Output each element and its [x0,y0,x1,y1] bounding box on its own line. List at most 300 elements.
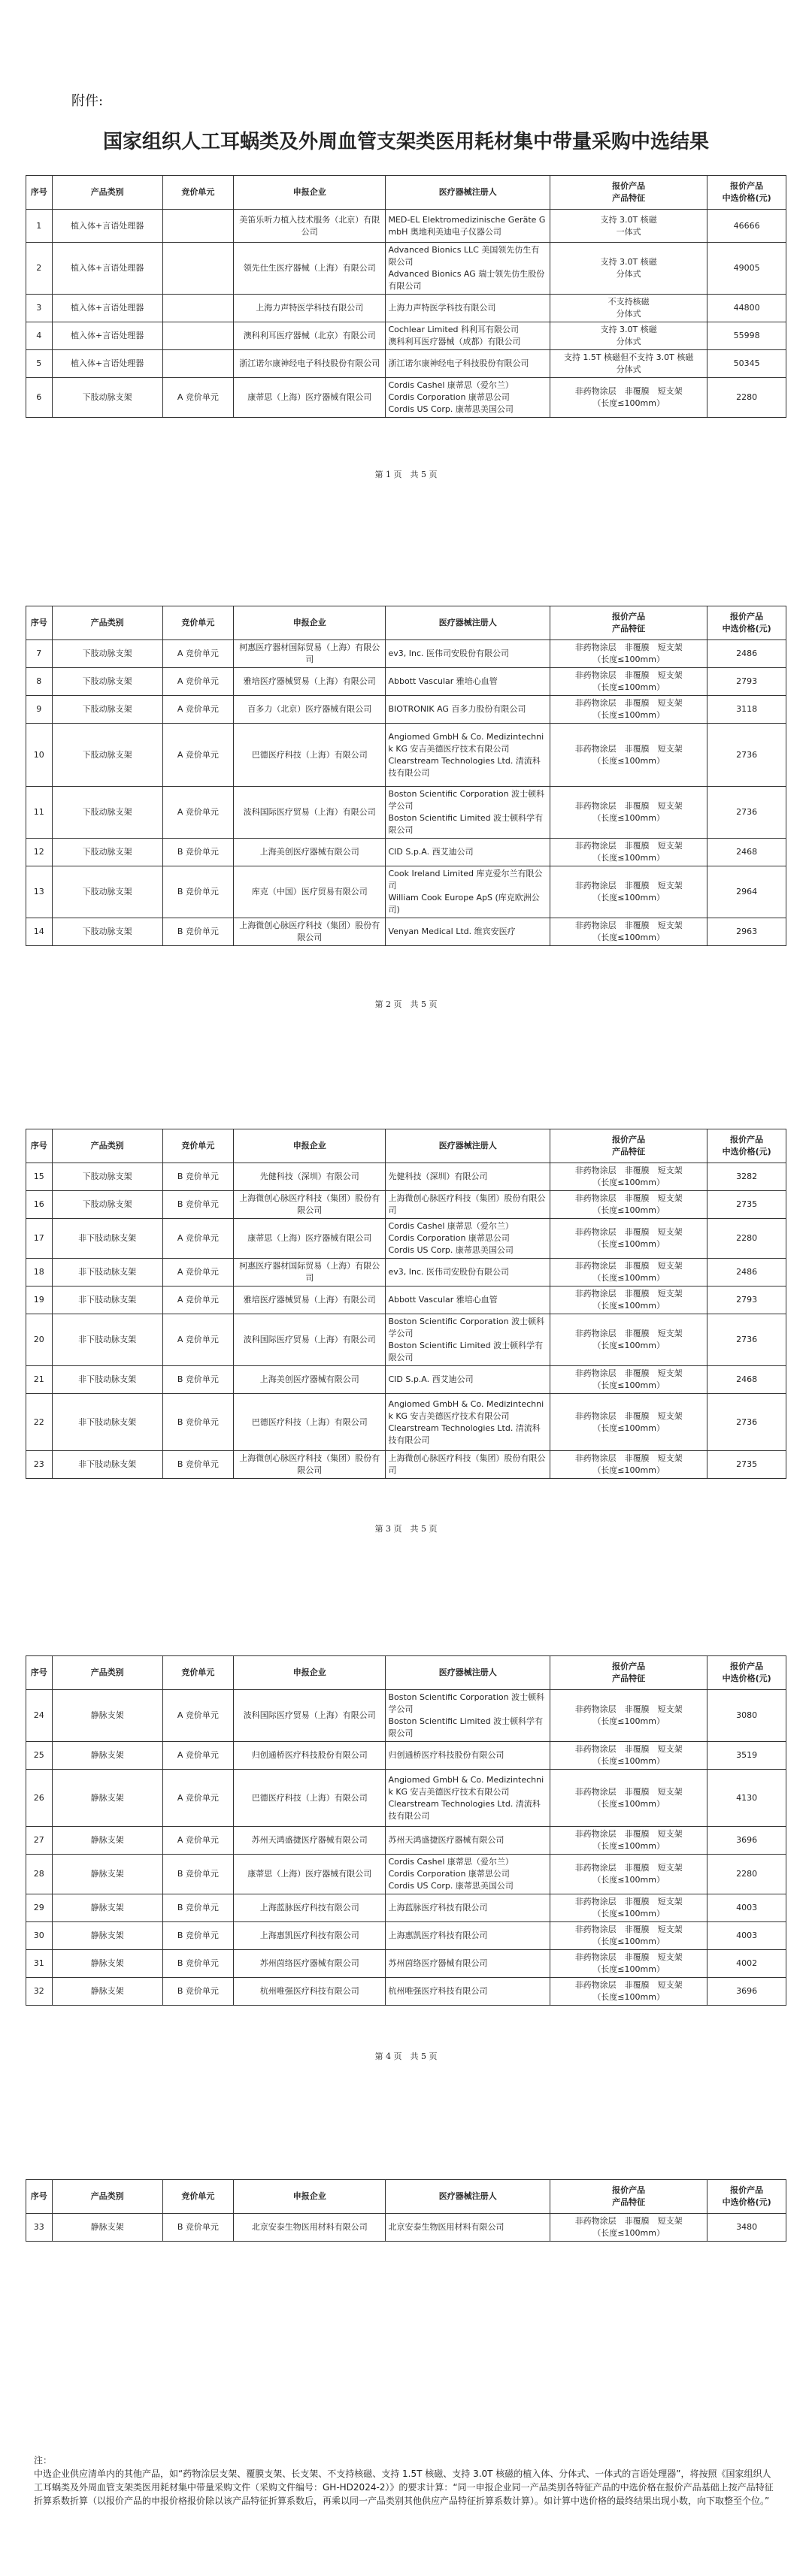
applicant-company: 上海微创心脉医疗科技（集团）股份有限公司 [234,1451,386,1479]
row-number: 1 [26,210,53,243]
row-number: 2 [26,243,53,295]
row-number: 3 [26,295,53,322]
applicant-company: 上海美创医疗器械有限公司 [234,839,386,866]
product-feature: 非药物涂层 非覆膜 短支架 （长度≤100mm） [550,1894,707,1922]
applicant-company: 上海力声特医学科技有限公司 [234,295,386,322]
column-header: 报价产品 中选价格(元) [707,1129,786,1163]
table-row [26,787,786,839]
applicant-company: 康蒂思（上海）医疗器械有限公司 [234,378,386,418]
device-registrant: 上海惠凯医疗科技有限公司 [386,1922,550,1950]
row-number: 26 [26,1770,53,1827]
product-category: 非下肢动脉支架 [52,1366,162,1394]
column-header: 报价产品 产品特征 [550,1129,707,1163]
attachment-label: 附件: [71,93,104,109]
product-feature: 非药物涂层 非覆膜 短支架 （长度≤100mm） [550,787,707,839]
row-number: 17 [26,1219,53,1259]
row-number: 24 [26,1690,53,1742]
header-row [26,606,786,640]
product-category: 下肢动脉支架 [52,866,162,918]
winning-price: 2280 [707,1219,786,1259]
device-registrant: 上海微创心脉医疗科技（集团）股份有限公司 [386,1451,550,1479]
device-registrant: 上海力声特医学科技有限公司 [386,295,550,322]
column-header: 竞价单元 [162,606,233,640]
table-row [26,378,786,418]
applicant-company: 巴德医疗科技（上海）有限公司 [234,724,386,787]
table-row [26,1894,786,1922]
device-registrant: 苏州茵络医疗器械有限公司 [386,1950,550,1978]
column-header: 产品类别 [52,606,162,640]
bidding-unit: A 竞价单元 [162,668,233,696]
winning-price: 2793 [707,1286,786,1314]
device-registrant: ev3, Inc. 医伟司安股份有限公司 [386,640,550,668]
winning-price: 3080 [707,1690,786,1742]
table-row [26,1855,786,1894]
table-row [26,839,786,866]
winning-price: 2736 [707,724,786,787]
bidding-unit: A 竞价单元 [162,1219,233,1259]
product-category: 静脉支架 [52,2214,162,2242]
product-feature: 非药物涂层 非覆膜 短支架 （长度≤100mm） [550,866,707,918]
bidding-unit: A 竞价单元 [162,378,233,418]
winning-price: 44800 [707,295,786,322]
column-header: 报价产品 产品特征 [550,176,707,210]
product-feature: 非药物涂层 非覆膜 短支架 （长度≤100mm） [550,1742,707,1770]
column-header: 报价产品 中选价格(元) [707,606,786,640]
product-feature: 非药物涂层 非覆膜 短支架 （长度≤100mm） [550,1690,707,1742]
table-row [26,866,786,918]
winning-price: 2736 [707,1314,786,1366]
column-header: 报价产品 产品特征 [550,2180,707,2214]
row-number: 15 [26,1163,53,1191]
applicant-company: 杭州唯强医疗科技有限公司 [234,1978,386,2006]
bidding-unit: B 竞价单元 [162,866,233,918]
column-header: 序号 [26,2180,53,2214]
winning-price: 2280 [707,1855,786,1894]
column-header: 序号 [26,176,53,210]
table-row [26,1191,786,1219]
product-category: 非下肢动脉支架 [52,1219,162,1259]
product-feature: 非药物涂层 非覆膜 短支架 （长度≤100mm） [550,1394,707,1451]
row-number: 16 [26,1191,53,1219]
applicant-company: 美笛乐听力植入技术服务（北京）有限公司 [234,210,386,243]
product-category: 静脉支架 [52,1978,162,2006]
winning-price: 3696 [707,1978,786,2006]
table-row [26,918,786,946]
column-header: 医疗器械注册人 [386,606,550,640]
table-row [26,1770,786,1827]
column-header: 报价产品 产品特征 [550,1656,707,1690]
table-row [26,1950,786,1978]
column-header: 序号 [26,606,53,640]
winning-price: 2468 [707,839,786,866]
winning-price: 4130 [707,1770,786,1827]
table-row [26,1314,786,1366]
winning-price: 3282 [707,1163,786,1191]
product-category: 下肢动脉支架 [52,668,162,696]
table-row [26,668,786,696]
product-category: 植入体+言语处理器 [52,350,162,378]
bidding-unit: B 竞价单元 [162,1950,233,1978]
row-number: 29 [26,1894,53,1922]
device-registrant: Boston Scientific Corporation 波士顿科学公司 Boston Scientific Limited 波士顿科学有限公司 [386,1314,550,1366]
product-category: 下肢动脉支架 [52,378,162,418]
product-feature: 非药物涂层 非覆膜 短支架 （长度≤100mm） [550,1770,707,1827]
device-registrant: Cordis Cashel 康蒂思（爱尔兰） Cordis Corporation 康蒂思公司 Cordis US Corp. 康蒂思美国公司 [386,1855,550,1894]
winning-price: 2963 [707,918,786,946]
header-row [26,2180,786,2214]
footnote [34,2454,778,2508]
applicant-company: 先健科技（深圳）有限公司 [234,1163,386,1191]
product-feature: 不支持核磁 分体式 [550,295,707,322]
header-row [26,1656,786,1690]
bidding-unit: A 竞价单元 [162,787,233,839]
bidding-unit: B 竞价单元 [162,1894,233,1922]
row-number: 33 [26,2214,53,2242]
product-feature: 非药物涂层 非覆膜 短支架 （长度≤100mm） [550,1950,707,1978]
product-category: 植入体+言语处理器 [52,243,162,295]
applicant-company: 柯惠医疗器材国际贸易（上海）有限公司 [234,640,386,668]
row-number: 13 [26,866,53,918]
device-registrant: 北京安泰生物医用材料有限公司 [386,2214,550,2242]
device-registrant: Advanced Bionics LLC 美国领先仿生有限公司 Advanced Bionics AG 瑞士领先仿生股份有限公司 [386,243,550,295]
product-category: 下肢动脉支架 [52,918,162,946]
header-row [26,176,786,210]
winning-price: 4003 [707,1922,786,1950]
winning-price: 49005 [707,243,786,295]
device-registrant: MED-EL Elektromedizinische Geräte GmbH 奥地利美迪电子仪器公司 [386,210,550,243]
applicant-company: 苏州茵络医疗器械有限公司 [234,1950,386,1978]
applicant-company: 浙江诺尔康神经电子科技股份有限公司 [234,350,386,378]
product-category: 下肢动脉支架 [52,640,162,668]
row-number: 30 [26,1922,53,1950]
result-table-page-1 [26,175,786,418]
winning-price: 2735 [707,1191,786,1219]
table-row [26,210,786,243]
product-feature: 非药物涂层 非覆膜 短支架 （长度≤100mm） [550,839,707,866]
winning-price: 2280 [707,378,786,418]
winning-price: 3480 [707,2214,786,2242]
column-header: 申报企业 [234,1129,386,1163]
result-table-page-3 [26,1129,786,1479]
page-number: 第 3 页 共 5 页 [374,1524,438,1534]
winning-price: 3519 [707,1742,786,1770]
product-feature: 支持 3.0T 核磁 分体式 [550,322,707,350]
column-header: 序号 [26,1129,53,1163]
bidding-unit: B 竞价单元 [162,1191,233,1219]
applicant-company: 上海微创心脉医疗科技（集团）股份有限公司 [234,1191,386,1219]
table-row [26,350,786,378]
product-feature: 非药物涂层 非覆膜 短支架 （长度≤100mm） [550,1978,707,2006]
product-feature: 非药物涂层 非覆膜 短支架 （长度≤100mm） [550,1191,707,1219]
device-registrant: Cook Ireland Limited 库克爱尔兰有限公司 William Cook Europe ApS (库克欧洲公司) [386,866,550,918]
row-number: 28 [26,1855,53,1894]
column-header: 报价产品 中选价格(元) [707,176,786,210]
product-category: 静脉支架 [52,1894,162,1922]
applicant-company: 库克（中国）医疗贸易有限公司 [234,866,386,918]
row-number: 20 [26,1314,53,1366]
table-row [26,1451,786,1479]
column-header: 申报企业 [234,1656,386,1690]
winning-price: 55998 [707,322,786,350]
product-feature: 非药物涂层 非覆膜 短支架 （长度≤100mm） [550,378,707,418]
bidding-unit: B 竞价单元 [162,1978,233,2006]
applicant-company: 领先仕生医疗器械（上海）有限公司 [234,243,386,295]
bidding-unit: A 竞价单元 [162,1690,233,1742]
device-registrant: Abbott Vascular 雅培心血管 [386,1286,550,1314]
product-category: 下肢动脉支架 [52,839,162,866]
product-feature: 非药物涂层 非覆膜 短支架 （长度≤100mm） [550,1259,707,1286]
row-number: 9 [26,696,53,724]
device-registrant: 上海微创心脉医疗科技（集团）股份有限公司 [386,1191,550,1219]
product-category: 非下肢动脉支架 [52,1259,162,1286]
winning-price: 2964 [707,866,786,918]
column-header: 医疗器械注册人 [386,2180,550,2214]
product-feature: 非药物涂层 非覆膜 短支架 （长度≤100mm） [550,640,707,668]
applicant-company: 雅培医疗器械贸易（上海）有限公司 [234,1286,386,1314]
product-category: 静脉支架 [52,1690,162,1742]
product-category: 非下肢动脉支架 [52,1286,162,1314]
bidding-unit: B 竞价单元 [162,1855,233,1894]
column-header: 申报企业 [234,606,386,640]
applicant-company: 上海惠凯医疗科技有限公司 [234,1922,386,1950]
bidding-unit: B 竞价单元 [162,839,233,866]
device-registrant: 归创通桥医疗科技股份有限公司 [386,1742,550,1770]
product-category: 非下肢动脉支架 [52,1451,162,1479]
product-feature: 非药物涂层 非覆膜 短支架 （长度≤100mm） [550,1451,707,1479]
column-header: 竞价单元 [162,1129,233,1163]
page-number: 第 4 页 共 5 页 [374,2051,438,2061]
device-registrant: Angiomed GmbH & Co. Medizintechnik KG 安吉美德医疗技术有限公司 Clearstream Technologies Ltd. 清流科技有限公司 [386,1394,550,1451]
product-feature: 非药物涂层 非覆膜 短支架 （长度≤100mm） [550,1922,707,1950]
product-category: 下肢动脉支架 [52,696,162,724]
winning-price: 4002 [707,1950,786,1978]
product-feature: 非药物涂层 非覆膜 短支架 （长度≤100mm） [550,668,707,696]
row-number: 23 [26,1451,53,1479]
row-number: 27 [26,1827,53,1855]
device-registrant: Cordis Cashel 康蒂思（爱尔兰） Cordis Corporation 康蒂思公司 Cordis US Corp. 康蒂思美国公司 [386,378,550,418]
winning-price: 2735 [707,1451,786,1479]
winning-price: 3696 [707,1827,786,1855]
table-row [26,295,786,322]
bidding-unit [162,210,233,243]
product-feature: 非药物涂层 非覆膜 短支架 （长度≤100mm） [550,1855,707,1894]
bidding-unit [162,295,233,322]
device-registrant: Boston Scientific Corporation 波士顿科学公司 Boston Scientific Limited 波士顿科学有限公司 [386,787,550,839]
product-category: 植入体+言语处理器 [52,322,162,350]
device-registrant: Venyan Medical Ltd. 维宾安医疗 [386,918,550,946]
row-number: 25 [26,1742,53,1770]
winning-price: 4003 [707,1894,786,1922]
bidding-unit: B 竞价单元 [162,1394,233,1451]
column-header: 医疗器械注册人 [386,176,550,210]
column-header: 申报企业 [234,176,386,210]
column-header: 医疗器械注册人 [386,1656,550,1690]
table-row [26,1690,786,1742]
winning-price: 2793 [707,668,786,696]
bidding-unit: A 竞价单元 [162,640,233,668]
result-table-page-4 [26,1655,786,2006]
column-header: 竞价单元 [162,1656,233,1690]
bidding-unit [162,243,233,295]
device-registrant: Angiomed GmbH & Co. Medizintechnik KG 安吉美德医疗技术有限公司 Clearstream Technologies Ltd. 清流科技有限公司 [386,1770,550,1827]
row-number: 18 [26,1259,53,1286]
winning-price: 50345 [707,350,786,378]
column-header: 竞价单元 [162,176,233,210]
table-row [26,1742,786,1770]
bidding-unit: A 竞价单元 [162,1770,233,1827]
table-row [26,243,786,295]
bidding-unit: A 竞价单元 [162,1259,233,1286]
column-header: 申报企业 [234,2180,386,2214]
applicant-company: 巴德医疗科技（上海）有限公司 [234,1394,386,1451]
winning-price: 2736 [707,787,786,839]
applicant-company: 巴德医疗科技（上海）有限公司 [234,1770,386,1827]
column-header: 报价产品 中选价格(元) [707,1656,786,1690]
bidding-unit: A 竞价单元 [162,1314,233,1366]
product-feature: 支持 3.0T 核磁 分体式 [550,243,707,295]
product-category: 植入体+言语处理器 [52,295,162,322]
product-category: 下肢动脉支架 [52,724,162,787]
table-row [26,1978,786,2006]
table-row [26,1163,786,1191]
table-row [26,322,786,350]
row-number: 10 [26,724,53,787]
product-feature: 非药物涂层 非覆膜 短支架 （长度≤100mm） [550,1219,707,1259]
applicant-company: 柯惠医疗器材国际贸易（上海）有限公司 [234,1259,386,1286]
header-row [26,1129,786,1163]
row-number: 4 [26,322,53,350]
footnote-body: 中选企业供应清单内的其他产品，如“药物涂层支架、覆膜支架、长支架、不支持核磁、支持 1.5T 核磁、支持 3.0T 核磁的植入体、分体式、一体式的言语处理器”，将按照《国家组织人工耳蜗类及外周血管支架类医用耗材集中带量采购文件（采购文件编号：GH-HD2024-2）》的要求计算：“同一申报企业同一产品类别各特征产品的中选价格在报价产品基础上按产品特征折算系数折算（以报价产品的申报价格报价除以该产品特征折算系数后，再乘以同一产品类别其他供应产品特征折算系数计算）。如计算中选价格的最终结果出现小数，向下取整至个位。” [34,2469,774,2506]
column-header: 产品类别 [52,2180,162,2214]
row-number: 32 [26,1978,53,2006]
applicant-company: 百多力（北京）医疗器械有限公司 [234,696,386,724]
product-feature: 支持 3.0T 核磁 一体式 [550,210,707,243]
device-registrant: BIOTRONIK AG 百多力股份有限公司 [386,696,550,724]
page-number: 第 2 页 共 5 页 [374,999,438,1009]
bidding-unit: A 竞价单元 [162,1742,233,1770]
table-row [26,1394,786,1451]
product-feature: 非药物涂层 非覆膜 短支架 （长度≤100mm） [550,724,707,787]
product-feature: 非药物涂层 非覆膜 短支架 （长度≤100mm） [550,1286,707,1314]
bidding-unit: B 竞价单元 [162,2214,233,2242]
bidding-unit: A 竞价单元 [162,696,233,724]
footnote-head: 注： [34,2455,53,2466]
product-feature: 非药物涂层 非覆膜 短支架 （长度≤100mm） [550,1314,707,1366]
device-registrant: 上海蓝脉医疗科技有限公司 [386,1894,550,1922]
applicant-company: 康蒂思（上海）医疗器械有限公司 [234,1219,386,1259]
table-row [26,696,786,724]
column-header: 产品类别 [52,1656,162,1690]
bidding-unit: A 竞价单元 [162,724,233,787]
product-feature: 非药物涂层 非覆膜 短支架 （长度≤100mm） [550,1366,707,1394]
product-feature: 非药物涂层 非覆膜 短支架 （长度≤100mm） [550,1163,707,1191]
device-registrant: CID S.p.A. 西艾迪公司 [386,1366,550,1394]
product-category: 下肢动脉支架 [52,787,162,839]
column-header: 产品类别 [52,176,162,210]
winning-price: 2736 [707,1394,786,1451]
product-category: 静脉支架 [52,1770,162,1827]
column-header: 报价产品 中选价格(元) [707,2180,786,2214]
bidding-unit: B 竞价单元 [162,1366,233,1394]
table-row [26,1922,786,1950]
product-category: 静脉支架 [52,1827,162,1855]
column-header: 序号 [26,1656,53,1690]
document-title: 国家组织人工耳蜗类及外周血管支架类医用耗材集中带量采购中选结果 [102,131,709,153]
device-registrant: Boston Scientific Corporation 波士顿科学公司 Boston Scientific Limited 波士顿科学有限公司 [386,1690,550,1742]
applicant-company: 归创通桥医疗科技股份有限公司 [234,1742,386,1770]
product-category: 静脉支架 [52,1950,162,1978]
device-registrant: Abbott Vascular 雅培心血管 [386,668,550,696]
product-category: 下肢动脉支架 [52,1191,162,1219]
table-row [26,2214,786,2242]
product-feature: 非药物涂层 非覆膜 短支架 （长度≤100mm） [550,918,707,946]
row-number: 5 [26,350,53,378]
bidding-unit: B 竞价单元 [162,918,233,946]
bidding-unit: A 竞价单元 [162,1827,233,1855]
applicant-company: 波科国际医疗贸易（上海）有限公司 [234,787,386,839]
applicant-company: 波科国际医疗贸易（上海）有限公司 [234,1314,386,1366]
table-row [26,1259,786,1286]
applicant-company: 波科国际医疗贸易（上海）有限公司 [234,1690,386,1742]
result-table-page-2 [26,606,786,946]
device-registrant: Cordis Cashel 康蒂思（爱尔兰） Cordis Corporation 康蒂思公司 Cordis US Corp. 康蒂思美国公司 [386,1219,550,1259]
table-row [26,1366,786,1394]
applicant-company: 雅培医疗器械贸易（上海）有限公司 [234,668,386,696]
row-number: 12 [26,839,53,866]
bidding-unit: B 竞价单元 [162,1922,233,1950]
row-number: 31 [26,1950,53,1978]
applicant-company: 上海微创心脉医疗科技（集团）股份有限公司 [234,918,386,946]
device-registrant: 先健科技（深圳）有限公司 [386,1163,550,1191]
page-number: 第 1 页 共 5 页 [374,470,438,479]
bidding-unit [162,322,233,350]
table-row [26,1219,786,1259]
product-category: 下肢动脉支架 [52,1163,162,1191]
device-registrant: Cochlear Limited 科利耳有限公司 澳科利耳医疗器械（成都）有限公司 [386,322,550,350]
applicant-company: 澳科利耳医疗器械（北京）有限公司 [234,322,386,350]
winning-price: 2468 [707,1366,786,1394]
result-table-page-5 [26,2179,786,2242]
row-number: 11 [26,787,53,839]
winning-price: 2486 [707,640,786,668]
product-feature: 非药物涂层 非覆膜 短支架 （长度≤100mm） [550,696,707,724]
bidding-unit: A 竞价单元 [162,1286,233,1314]
winning-price: 2486 [707,1259,786,1286]
applicant-company: 上海蓝脉医疗科技有限公司 [234,1894,386,1922]
product-category: 静脉支架 [52,1922,162,1950]
row-number: 7 [26,640,53,668]
bidding-unit: B 竞价单元 [162,1451,233,1479]
applicant-company: 上海美创医疗器械有限公司 [234,1366,386,1394]
device-registrant: 浙江诺尔康神经电子科技股份有限公司 [386,350,550,378]
bidding-unit [162,350,233,378]
applicant-company: 苏州天鸿盛捷医疗器械有限公司 [234,1827,386,1855]
row-number: 6 [26,378,53,418]
row-number: 22 [26,1394,53,1451]
table-row [26,1286,786,1314]
product-feature: 非药物涂层 非覆膜 短支架 （长度≤100mm） [550,1827,707,1855]
product-category: 静脉支架 [52,1855,162,1894]
table-row [26,724,786,787]
row-number: 21 [26,1366,53,1394]
device-registrant: 苏州天鸿盛捷医疗器械有限公司 [386,1827,550,1855]
row-number: 19 [26,1286,53,1314]
device-registrant: ev3, Inc. 医伟司安股份有限公司 [386,1259,550,1286]
row-number: 8 [26,668,53,696]
column-header: 竞价单元 [162,2180,233,2214]
device-registrant: 杭州唯强医疗科技有限公司 [386,1978,550,2006]
applicant-company: 康蒂思（上海）医疗器械有限公司 [234,1855,386,1894]
